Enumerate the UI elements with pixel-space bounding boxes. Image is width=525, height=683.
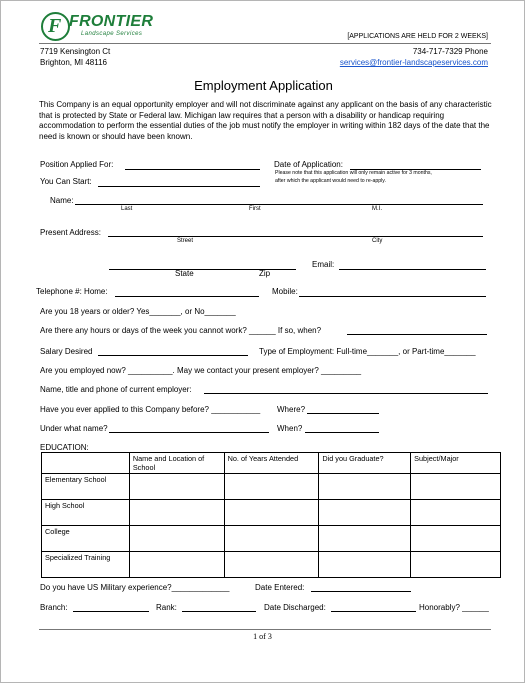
first-caption: First	[249, 206, 261, 212]
email-label: Email:	[312, 260, 335, 269]
telephone-field[interactable]	[115, 296, 259, 297]
address-line2: Brighton, MI 48116	[40, 58, 108, 67]
education-row-label: Elementary School	[42, 474, 130, 500]
date-entered-field[interactable]	[311, 591, 411, 592]
mi-caption: M.I.	[372, 206, 382, 212]
education-row-label: Specialized Training	[42, 552, 130, 578]
education-table	[41, 452, 501, 578]
education-cell[interactable]	[224, 552, 319, 578]
start-field[interactable]	[98, 186, 260, 187]
table-row	[42, 526, 501, 552]
hours-question: Are there any hours or days of the week you cannot work? ______ If so, when?	[40, 326, 322, 335]
when-field[interactable]	[305, 432, 379, 433]
education-cell[interactable]	[411, 500, 501, 526]
education-header-subject: Subject/Major	[411, 453, 501, 474]
notice: [APPLICATIONS ARE HELD FOR 2 WEEKS]	[347, 33, 488, 40]
education-cell[interactable]	[411, 552, 501, 578]
education-header-row	[42, 453, 501, 474]
address-field[interactable]	[108, 236, 483, 237]
employed-question: Are you employed now? __________. May we contact your present employer? _________	[40, 366, 362, 375]
date-discharged-label: Date Discharged:	[264, 603, 326, 612]
education-cell[interactable]	[411, 474, 501, 500]
name-label: Name:	[50, 196, 74, 205]
hours-when-field[interactable]	[347, 334, 487, 335]
when-label: When?	[277, 424, 303, 433]
city-caption: City	[372, 238, 383, 244]
employment-type-question: Type of Employment: Full-time_______, or Part-time_______	[259, 347, 476, 356]
under-name-field[interactable]	[109, 432, 269, 433]
salary-label: Salary Desired	[40, 347, 93, 356]
education-cell[interactable]	[129, 526, 224, 552]
military-question: Do you have US Military experience?_____________	[40, 583, 230, 592]
table-row	[42, 474, 501, 500]
date-note-line1: Please note that this application will only remain active for 3 months,	[275, 170, 432, 176]
education-cell[interactable]	[319, 526, 411, 552]
salary-field[interactable]	[98, 355, 248, 356]
rank-label: Rank:	[156, 603, 177, 612]
education-cell[interactable]	[224, 500, 319, 526]
logo-emblem	[41, 12, 70, 41]
start-label: You Can Start:	[40, 177, 92, 186]
honorably-question: Honorably? ______	[419, 603, 489, 612]
table-row	[42, 500, 501, 526]
page-title: Employment Application	[194, 78, 333, 93]
address-line1: 7719 Kensington Ct	[40, 47, 111, 56]
education-cell[interactable]	[319, 500, 411, 526]
education-cell[interactable]	[224, 526, 319, 552]
education-cell[interactable]	[129, 474, 224, 500]
footer-rule	[39, 629, 491, 630]
where-field[interactable]	[307, 413, 379, 414]
education-cell[interactable]	[319, 552, 411, 578]
branch-field[interactable]	[73, 611, 149, 612]
education-row-label: High School	[42, 500, 130, 526]
mobile-label: Mobile:	[272, 287, 298, 296]
table-row	[42, 552, 501, 578]
education-cell[interactable]	[129, 500, 224, 526]
where-label: Where?	[277, 405, 306, 414]
date-application-label: Date of Application:	[274, 160, 343, 169]
education-header-years: No. of Years Attended	[224, 453, 319, 474]
telephone-label: Telephone #: Home:	[36, 287, 108, 296]
logo-letter: F	[48, 15, 62, 37]
education-row-label: College	[42, 526, 130, 552]
email-field[interactable]	[339, 269, 486, 270]
state-caption: State	[175, 269, 194, 278]
education-cell[interactable]	[224, 474, 319, 500]
applied-before-question: Have you ever applied to this Company before? ___________	[40, 405, 261, 414]
branch-label: Branch:	[40, 603, 68, 612]
current-employer-field[interactable]	[204, 393, 488, 394]
position-label: Position Applied For:	[40, 160, 114, 169]
mobile-field[interactable]	[299, 296, 486, 297]
education-header-graduate: Did you Graduate?	[319, 453, 411, 474]
date-entered-label: Date Entered:	[255, 583, 305, 592]
date-discharged-field[interactable]	[331, 611, 416, 612]
rank-field[interactable]	[182, 611, 256, 612]
education-header-blank	[42, 453, 130, 474]
date-note-line2: after which the applicant would need to re-apply.	[275, 178, 386, 184]
last-caption: Last	[121, 206, 133, 212]
email-link[interactable]: services@frontier-landscapeservices.com	[339, 58, 488, 67]
address-label: Present Address:	[40, 228, 101, 237]
current-employer-label: Name, title and phone of current employer:	[40, 385, 192, 394]
street-caption: Street	[177, 238, 194, 244]
page-number: 1 of 3	[253, 632, 272, 641]
zip-caption: Zip	[259, 269, 271, 278]
education-label: EDUCATION:	[40, 443, 89, 452]
education-cell[interactable]	[411, 526, 501, 552]
phone: 734-717-7329 Phone	[412, 47, 488, 56]
position-field[interactable]	[125, 169, 260, 170]
logo-name: FRONTIER	[69, 13, 154, 30]
education-header-school: Name and Location of School	[129, 453, 224, 474]
age-question: Are you 18 years or older? Yes_______, or No_______	[40, 307, 236, 316]
education-cell[interactable]	[319, 474, 411, 500]
education-cell[interactable]	[129, 552, 224, 578]
intro-paragraph: This Company is an equal opportunity employer and will not discriminate against any applicant on the basis of any characteristic that is protected by State or Federal law. Michigan law requires that a person with a disability or handicap requiring accommodation to perform the essential duties of the job must notify the employer in writing within 182 days of the date that the need is known or should have been known.	[39, 100, 492, 141]
logo-subtitle: Landscape Services	[81, 31, 143, 37]
under-name-label: Under what name?	[40, 424, 108, 433]
name-field[interactable]	[75, 204, 483, 205]
header-rule	[39, 43, 491, 44]
